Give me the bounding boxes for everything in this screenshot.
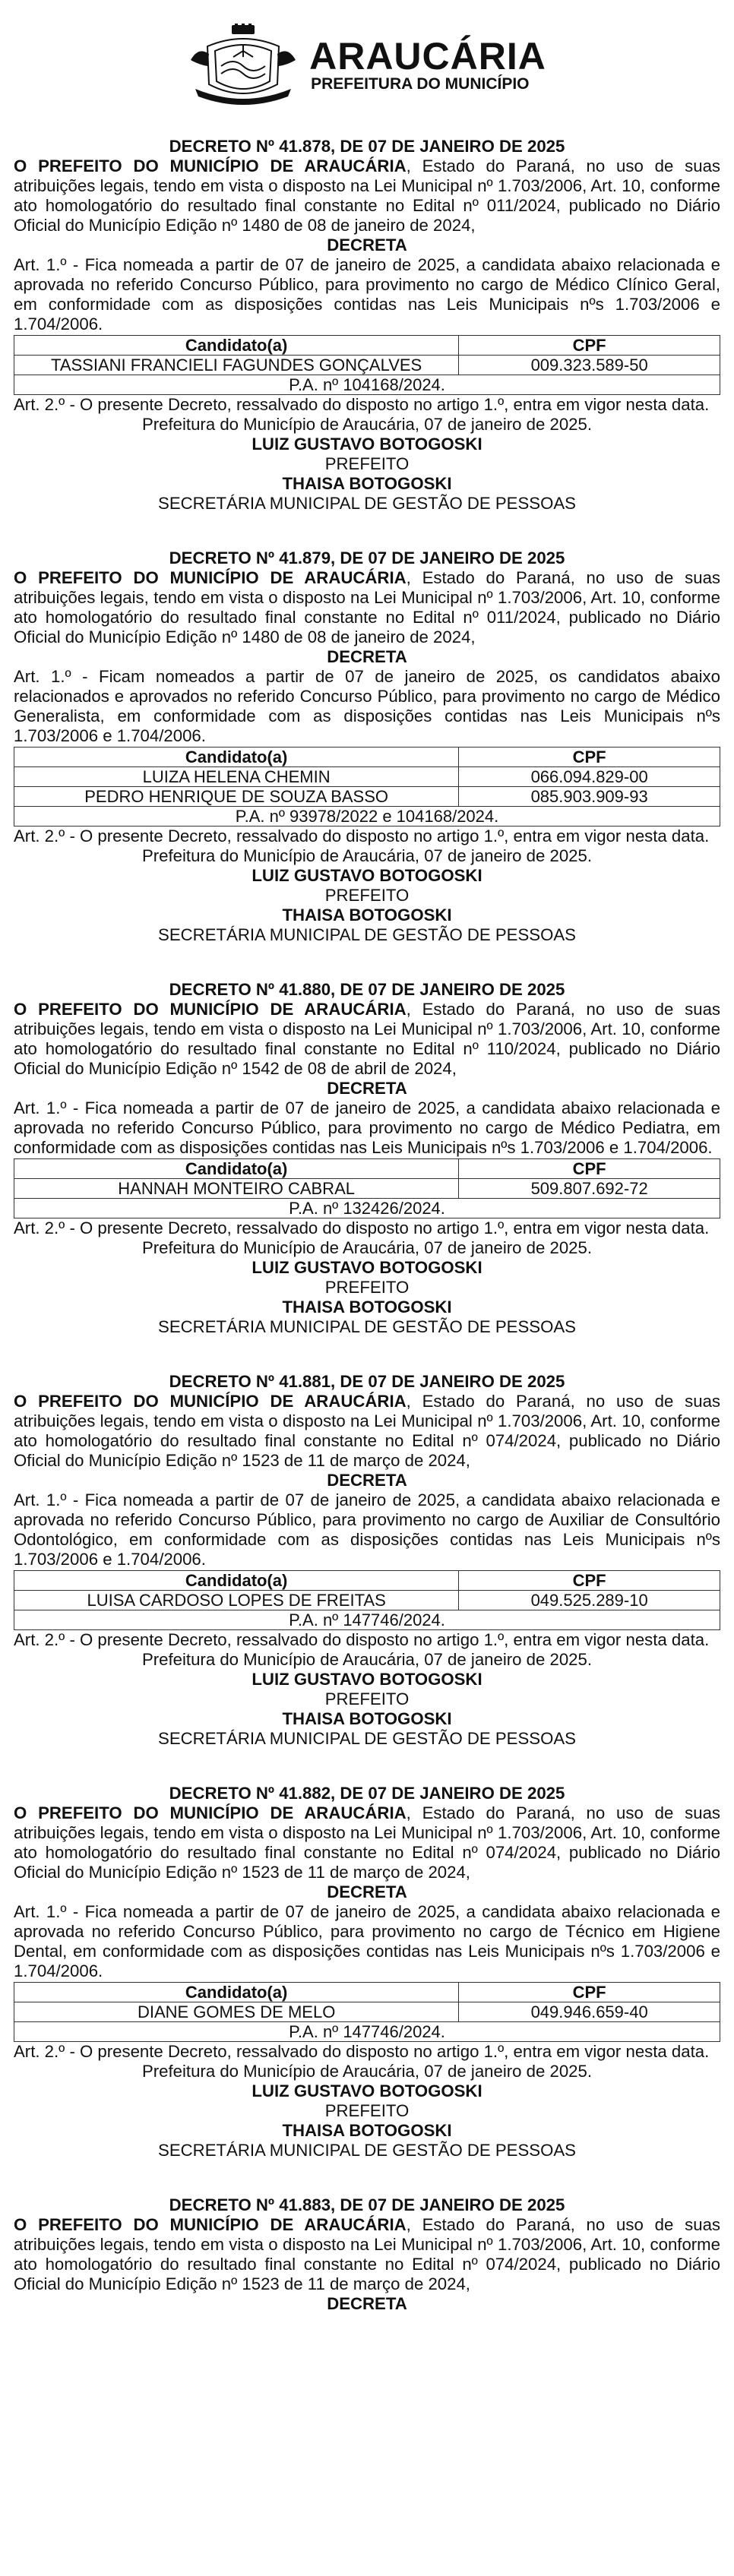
column-header-cpf: CPF — [459, 1159, 720, 1179]
process-number-row — [14, 1199, 720, 1218]
decree-preamble — [14, 156, 720, 235]
candidate-name: DIANE GOMES DE MELO — [14, 2002, 459, 2022]
decree-title: DECRETO Nº 41.881, DE 07 DE JANEIRO DE 2025 — [169, 1372, 565, 1391]
mayor-name: LUIZ GUSTAVO BOTOGOSKI — [252, 435, 482, 454]
process-number: P.A. nº 93978/2022 e 104168/2024. — [14, 807, 720, 827]
candidate-table — [14, 1570, 720, 1630]
decree — [14, 548, 720, 945]
preamble-text: , Estado do Paraná, no uso de suas atribuições legais, tendo em vista o disposto na Lei Municipal nº 1.703/2006, Art. 10, conforme ato homologatório do resultado final constante no Edital nº 074/2024, publicado no Diário Oficial do Município Edição nº 1523 de 11 de março de 2024, — [14, 1392, 721, 1470]
place-date: Prefeitura do Município de Araucária, 07 de janeiro de 2025. — [141, 846, 593, 865]
document-page — [14, 0, 720, 2314]
decree — [14, 1784, 720, 2160]
candidate-name: HANNAH MONTEIRO CABRAL — [14, 1179, 459, 1199]
table-header-row — [14, 1159, 720, 1179]
table-row — [14, 787, 720, 807]
article-1: Art. 1.º - Fica nomeada a partir de 07 de janeiro de 2025, a candidata abaixo relacionada e aprovada no referido Concurso Público, para provimento no cargo de Técnico em Higiene Dental, em conformidade com as disposições contidas nas Leis Municipais nºs 1.703/2006 e 1.704/2006. — [14, 1902, 720, 1980]
table-header-row — [14, 1571, 720, 1591]
column-header-cpf: CPF — [459, 1571, 720, 1591]
decree-title: DECRETO Nº 41.883, DE 07 DE JANEIRO DE 2025 — [169, 2195, 565, 2214]
preamble-text: , Estado do Paraná, no uso de suas atribuições legais, tendo em vista o disposto na Lei Municipal nº 1.703/2006, Art. 10, conforme ato homologatório do resultado final constante no Edital nº 110/2024, publicado no Diário Oficial do Município Edição nº 1542 de 08 de abril de 2024, — [14, 1000, 721, 1078]
candidate-table — [14, 747, 720, 827]
candidate-name: PEDRO HENRIQUE DE SOUZA BASSO — [14, 787, 459, 807]
column-header-candidate: Candidato(a) — [14, 1571, 459, 1591]
candidate-table — [14, 1982, 720, 2042]
mayor-name: LUIZ GUSTAVO BOTOGOSKI — [252, 2081, 482, 2100]
decree-preamble — [14, 2215, 720, 2294]
preamble-text: , Estado do Paraná, no uso de suas atribuições legais, tendo em vista o disposto na Lei Municipal nº 1.703/2006, Art. 10, conforme ato homologatório do resultado final constante no Edital nº 011/2024, publicado no Diário Oficial do Município Edição nº 1480 de 08 de janeiro de 2024, — [14, 156, 721, 235]
column-header-candidate: Candidato(a) — [14, 748, 459, 767]
table-row — [14, 2002, 720, 2022]
column-header-cpf: CPF — [459, 748, 720, 767]
process-number: P.A. nº 147746/2024. — [14, 2022, 720, 2042]
mayor-role: PREFEITO — [324, 1689, 410, 1708]
column-header-candidate: Candidato(a) — [14, 1159, 459, 1179]
article-1: Art. 1.º - Fica nomeada a partir de 07 de janeiro de 2025, a candidata abaixo relacionada e aprovada no referido Concurso Público, para provimento no cargo de Auxiliar de Consultório Odontológico, em conformidade com as disposições contidas nas Leis Municipais nºs 1.703/2006 e 1.704/2006. — [14, 1490, 720, 1569]
decree-preamble — [14, 1392, 720, 1471]
article-1: Art. 1.º - Ficam nomeados a partir de 07 de janeiro de 2025, os candidatos abaixo relacionados e aprovados no referido Concurso Público, para provimento no cargo de Médico Generalista, em conformidade com as disposições contidas nas Leis Municipais nºs 1.703/2006 e 1.704/2006. — [14, 667, 720, 745]
decree-preamble — [14, 1000, 720, 1079]
article-1: Art. 1.º - Fica nomeada a partir de 07 de janeiro de 2025, a candidata abaixo relacionada e aprovada no referido Concurso Público, para provimento no cargo de Médico Pediatra, em conformidade com as disposições contidas nas Leis Municipais nºs 1.703/2006 e 1.704/2006. — [14, 1098, 720, 1157]
secretary-role: SECRETÁRIA MUNICIPAL DE GESTÃO DE PESSOAS — [158, 1317, 576, 1336]
decree — [14, 1372, 720, 1749]
decree-title: DECRETO Nº 41.880, DE 07 DE JANEIRO DE 2025 — [169, 980, 565, 999]
secretary-name: THAISA BOTOGOSKI — [282, 1709, 452, 1728]
candidate-cpf: 049.946.659-40 — [459, 2002, 720, 2022]
article-2: Art. 2.º - O presente Decreto, ressalvado do disposto no artigo 1.º, entra em vigor nesta data. — [14, 827, 710, 845]
brand-name: ARAUCÁRIA — [309, 35, 546, 77]
table-header-row — [14, 1983, 720, 2002]
table-row — [14, 1179, 720, 1199]
preamble-authority: O PREFEITO DO MUNICÍPIO DE ARAUCÁRIA — [14, 568, 407, 587]
preamble-text: , Estado do Paraná, no uso de suas atribuições legais, tendo em vista o disposto na Lei Municipal nº 1.703/2006, Art. 10, conforme ato homologatório do resultado final constante no Edital nº 011/2024, publicado no Diário Oficial do Município Edição nº 1480 de 08 de janeiro de 2024, — [14, 568, 721, 646]
secretary-name: THAISA BOTOGOSKI — [282, 906, 452, 925]
candidate-cpf: 085.903.909-93 — [459, 787, 720, 807]
decree — [14, 980, 720, 1337]
preamble-authority: O PREFEITO DO MUNICÍPIO DE ARAUCÁRIA — [14, 156, 407, 175]
candidate-cpf: 509.807.692-72 — [459, 1179, 720, 1199]
decreta-heading: DECRETA — [327, 1079, 407, 1098]
mayor-name: LUIZ GUSTAVO BOTOGOSKI — [252, 1258, 482, 1277]
secretary-role: SECRETÁRIA MUNICIPAL DE GESTÃO DE PESSOAS — [158, 494, 576, 513]
decreta-heading: DECRETA — [327, 1882, 407, 1901]
column-header-candidate: Candidato(a) — [14, 336, 459, 356]
candidate-name: LUIZA HELENA CHEMIN — [14, 767, 459, 787]
process-number: P.A. nº 104168/2024. — [14, 375, 720, 395]
decree-preamble — [14, 568, 720, 647]
mayor-name: LUIZ GUSTAVO BOTOGOSKI — [252, 866, 482, 885]
process-number: P.A. nº 132426/2024. — [14, 1199, 720, 1218]
place-date: Prefeitura do Município de Araucária, 07 de janeiro de 2025. — [141, 415, 593, 434]
column-header-cpf: CPF — [459, 1983, 720, 2002]
brand-subtitle: PREFEITURA DO MUNICÍPIO — [311, 75, 530, 93]
candidate-cpf: 066.094.829-00 — [459, 767, 720, 787]
process-number-row — [14, 2022, 720, 2042]
secretary-name: THAISA BOTOGOSKI — [282, 2121, 452, 2140]
column-header-cpf: CPF — [459, 336, 720, 356]
decree-title: DECRETO Nº 41.882, DE 07 DE JANEIRO DE 2025 — [169, 1784, 565, 1803]
decree-list — [14, 137, 720, 2160]
municipal-crest-icon — [188, 24, 299, 107]
mayor-name: LUIZ GUSTAVO BOTOGOSKI — [252, 1670, 482, 1689]
secretary-name: THAISA BOTOGOSKI — [282, 474, 452, 493]
article-2: Art. 2.º - O presente Decreto, ressalvado do disposto no artigo 1.º, entra em vigor nesta data. — [14, 2042, 710, 2061]
preamble-text: , Estado do Paraná, no uso de suas atribuições legais, tendo em vista o disposto na Lei Municipal nº 1.703/2006, Art. 10, conforme ato homologatório do resultado final constante no Edital nº 074/2024, publicado no Diário Oficial do Município Edição nº 1523 de 11 de março de 2024, — [14, 1803, 721, 1882]
mayor-role: PREFEITO — [324, 886, 410, 905]
place-date: Prefeitura do Município de Araucária, 07 de janeiro de 2025. — [141, 2062, 593, 2081]
decreta-heading: DECRETA — [327, 235, 407, 254]
process-number-row — [14, 375, 720, 395]
candidate-cpf: 049.525.289-10 — [459, 1591, 720, 1610]
secretary-name: THAISA BOTOGOSKI — [282, 1297, 452, 1316]
brand — [309, 37, 546, 93]
decreta-heading: DECRETA — [327, 1471, 407, 1490]
decree-title: DECRETO Nº 41.878, DE 07 DE JANEIRO DE 2025 — [169, 137, 565, 156]
place-date: Prefeitura do Município de Araucária, 07 de janeiro de 2025. — [141, 1650, 593, 1669]
candidate-table — [14, 1158, 720, 1218]
column-header-candidate: Candidato(a) — [14, 1983, 459, 2002]
table-header-row — [14, 336, 720, 356]
candidate-table — [14, 335, 720, 395]
preamble-authority: O PREFEITO DO MUNICÍPIO DE ARAUCÁRIA — [14, 2215, 407, 2234]
decree-title: DECRETO Nº 41.879, DE 07 DE JANEIRO DE 2025 — [169, 548, 565, 567]
process-number: P.A. nº 147746/2024. — [14, 1610, 720, 1630]
table-header-row — [14, 748, 720, 767]
preamble-authority: O PREFEITO DO MUNICÍPIO DE ARAUCÁRIA — [14, 1803, 407, 1822]
preamble-text: , Estado do Paraná, no uso de suas atribuições legais, tendo em vista o disposto na Lei Municipal nº 1.703/2006, Art. 10, conforme ato homologatório do resultado final constante no Edital nº 074/2024, publicado no Diário Oficial do Município Edição nº 1523 de 11 de março de 2024, — [14, 2215, 721, 2293]
decree-partial — [14, 2195, 720, 2314]
mayor-role: PREFEITO — [324, 2101, 410, 2120]
decree — [14, 137, 720, 514]
article-2: Art. 2.º - O presente Decreto, ressalvado do disposto no artigo 1.º, entra em vigor nesta data. — [14, 395, 710, 414]
masthead — [14, 23, 720, 108]
preamble-authority: O PREFEITO DO MUNICÍPIO DE ARAUCÁRIA — [14, 1392, 407, 1411]
article-2: Art. 2.º - O presente Decreto, ressalvado do disposto no artigo 1.º, entra em vigor nesta data. — [14, 1630, 710, 1649]
table-row — [14, 356, 720, 375]
process-number-row — [14, 807, 720, 827]
table-row — [14, 1591, 720, 1610]
decreta-heading: DECRETA — [327, 647, 407, 666]
mayor-role: PREFEITO — [324, 1278, 410, 1297]
mayor-role: PREFEITO — [324, 454, 410, 473]
table-row — [14, 767, 720, 787]
secretary-role: SECRETÁRIA MUNICIPAL DE GESTÃO DE PESSOAS — [158, 1729, 576, 1748]
secretary-role: SECRETÁRIA MUNICIPAL DE GESTÃO DE PESSOAS — [158, 925, 576, 944]
process-number-row — [14, 1610, 720, 1630]
article-1: Art. 1.º - Fica nomeada a partir de 07 de janeiro de 2025, a candidata abaixo relacionada e aprovada no referido Concurso Público, para provimento no cargo de Médico Clínico Geral, em conformidade com as disposições contidas nas Leis Municipais nºs 1.703/2006 e 1.704/2006. — [14, 255, 720, 333]
decreta-heading: DECRETA — [327, 2294, 407, 2313]
candidate-name: TASSIANI FRANCIELI FAGUNDES GONÇALVES — [14, 356, 459, 375]
preamble-authority: O PREFEITO DO MUNICÍPIO DE ARAUCÁRIA — [14, 1000, 407, 1019]
decree-preamble — [14, 1803, 720, 1882]
candidate-cpf: 009.323.589-50 — [459, 356, 720, 375]
article-2: Art. 2.º - O presente Decreto, ressalvado do disposto no artigo 1.º, entra em vigor nesta data. — [14, 1218, 710, 1237]
secretary-role: SECRETÁRIA MUNICIPAL DE GESTÃO DE PESSOAS — [158, 2141, 576, 2160]
candidate-name: LUISA CARDOSO LOPES DE FREITAS — [14, 1591, 459, 1610]
place-date: Prefeitura do Município de Araucária, 07 de janeiro de 2025. — [141, 1238, 593, 1257]
